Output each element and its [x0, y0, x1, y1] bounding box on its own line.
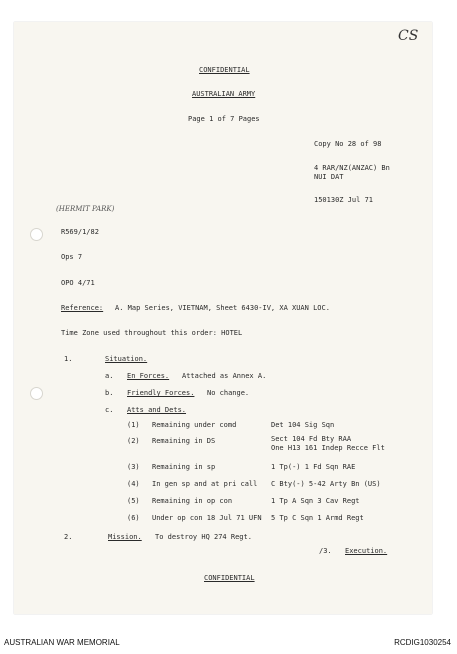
- classification-top: CONFIDENTIAL: [199, 66, 250, 74]
- section-1-number: 1.: [64, 355, 73, 363]
- item-value: Det 104 Sig Sqn: [271, 421, 335, 429]
- section-1-title: Situation.: [105, 355, 148, 363]
- item-number: (1): [127, 421, 140, 429]
- handwritten-note: (HERMIT PARK): [56, 205, 115, 213]
- punch-hole: [30, 228, 43, 241]
- next-page-title: Execution.: [345, 547, 388, 555]
- para-b-text: No change.: [207, 389, 250, 397]
- item-label: Remaining under comd: [152, 421, 237, 429]
- corner-mark: CS: [398, 28, 419, 44]
- copy-number: Copy No 28 of 98: [314, 140, 382, 148]
- classification-bottom: CONFIDENTIAL: [204, 574, 255, 582]
- section-2-title: Mission.: [108, 533, 142, 541]
- archive-name: AUSTRALIAN WAR MEMORIAL: [4, 638, 120, 647]
- reference-text: A. Map Series, VIETNAM, Sheet 6430-IV, XA XUAN LOC.: [115, 304, 330, 312]
- item-number: (4): [127, 480, 140, 488]
- date-time-group: 150130Z Jul 71: [314, 196, 374, 204]
- page-info: Page 1 of 7 Pages: [188, 115, 260, 123]
- item-number: (5): [127, 497, 140, 505]
- reference-label: Reference:: [61, 304, 104, 312]
- item-value: 1 Tp(-) 1 Fd Sqn RAE: [271, 463, 356, 471]
- item-number: (6): [127, 514, 140, 522]
- para-a-letter: a.: [105, 372, 114, 380]
- ops-number: Ops 7: [61, 253, 83, 261]
- item-label: Remaining in DS: [152, 437, 216, 445]
- item-value-line-2: One H13 161 Indep Recce Flt: [271, 444, 385, 452]
- para-c-letter: c.: [105, 406, 114, 414]
- item-label: Remaining in sp: [152, 463, 216, 471]
- item-value: C Bty(-) 5-42 Arty Bn (US): [271, 480, 381, 488]
- item-value: Sect 104 Fd Bty RAA: [271, 435, 352, 443]
- section-2-number: 2.: [64, 533, 73, 541]
- item-value: 5 Tp C Sqn 1 Armd Regt: [271, 514, 364, 522]
- unit-line-1: 4 RAR/NZ(ANZAC) Bn: [314, 164, 390, 172]
- file-reference: R569/1/82: [61, 228, 99, 236]
- punch-hole: [30, 387, 43, 400]
- opo-number: OPO 4/71: [61, 279, 95, 287]
- para-b-title: Friendly Forces.: [127, 389, 195, 397]
- para-a-title: En Forces.: [127, 372, 170, 380]
- item-number: (3): [127, 463, 140, 471]
- time-zone-line: Time Zone used throughout this order: HOTEL: [61, 329, 243, 337]
- item-label: Under op con 18 Jul 71 UFN: [152, 514, 262, 522]
- section-2-text: To destroy HQ 274 Regt.: [155, 533, 252, 541]
- item-label: In gen sp and at pri call: [152, 480, 258, 488]
- unit-line-2: NUI DAT: [314, 173, 344, 181]
- item-number: (2): [127, 437, 140, 445]
- next-page-prefix: /3.: [319, 547, 332, 555]
- archive-id: RCDIG1030254: [394, 638, 451, 647]
- para-c-title: Atts and Dets.: [127, 406, 187, 414]
- item-label: Remaining in op con: [152, 497, 233, 505]
- document-page: [14, 22, 432, 614]
- item-value: 1 Tp A Sqn 3 Cav Regt: [271, 497, 360, 505]
- organisation: AUSTRALIAN ARMY: [192, 90, 256, 98]
- para-b-letter: b.: [105, 389, 114, 397]
- para-a-text: Attached as Annex A.: [182, 372, 267, 380]
